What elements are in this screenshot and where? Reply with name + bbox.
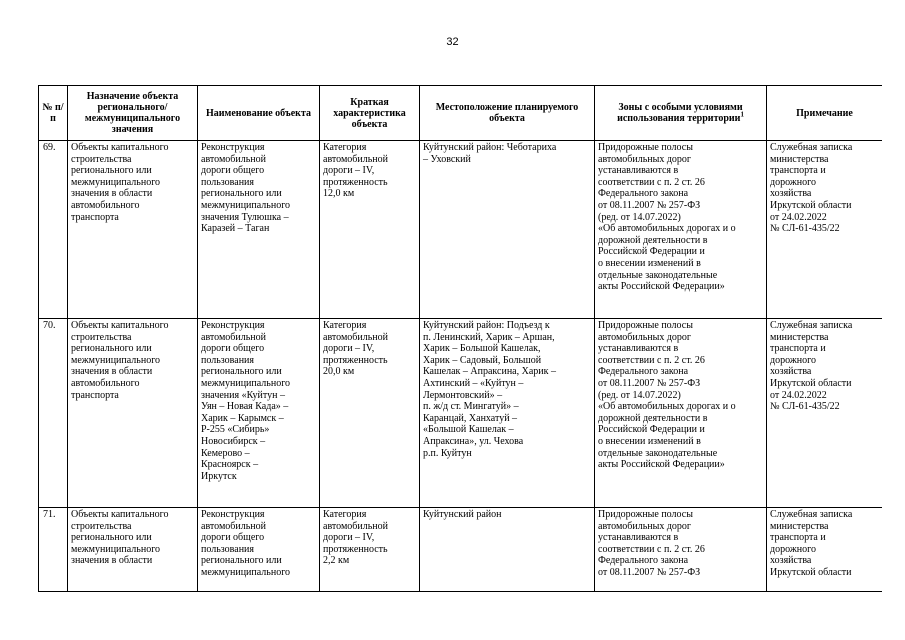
cell-location <box>420 319 595 508</box>
cell-num <box>39 508 68 592</box>
object-note: Служебная записка министерства транспорта и дорожного хозяйства Иркутской области от 24.02.2022 № СЛ-61-435/22 <box>770 320 853 413</box>
header-brief: Краткая характеристика объекта <box>320 86 420 141</box>
cell-zones <box>595 141 767 319</box>
object-purpose: Объекты капитального строительства регионального или межмуниципального значения в области автомобильного транспорта <box>71 142 169 223</box>
table-container <box>38 85 882 593</box>
cell-note <box>767 141 883 319</box>
object-note: Служебная записка министерства транспорта и дорожного хозяйства Иркутской области <box>770 509 853 578</box>
object-location: Куйтунский район: Чеботариха – Уховский <box>423 142 557 165</box>
header-name: Наименование объекта <box>198 86 320 141</box>
header-purpose: Назначение объекта регионального/ межмуниципального значения <box>68 86 198 141</box>
header-num: № п/п <box>39 86 68 141</box>
object-name: Реконструкция автомобильной дороги общего пользования регионального или межмуниципального <box>201 509 291 578</box>
cell-brief <box>320 508 420 592</box>
object-brief: Категория автомобильной дороги – IV, протяженность 12,0 км <box>323 142 388 200</box>
row-number: 69. <box>43 142 56 153</box>
cell-purpose <box>68 319 198 508</box>
header-location: Местоположение планируемого объекта <box>420 86 595 141</box>
header-row <box>39 86 883 141</box>
table-row <box>39 319 883 508</box>
cell-location <box>420 141 595 319</box>
object-note: Служебная записка министерства транспорта и дорожного хозяйства Иркутской области от 24.02.2022 № СЛ-61-435/22 <box>770 142 853 235</box>
cell-zones <box>595 508 767 592</box>
cell-brief <box>320 141 420 319</box>
header-note: Примечание <box>767 86 883 141</box>
cell-name <box>198 141 320 319</box>
cell-num <box>39 141 68 319</box>
header-zones <box>595 86 767 141</box>
object-name: Реконструкция автомобильной дороги общего пользования регионального или межмуниципального значения Тулюшка – Каразей – Таган <box>201 142 291 235</box>
object-zones: Придорожные полосы автомобильных дорог устанавливаются в соответствии с п. 2 ст. 26 Федерального закона от 08.11.2007 № 257-ФЗ (ред. от 14.07.2022) «Об автомобильных дорогах и о дорожной деятельности в Российской Федерации и о внесении изменений в отдельные законодательные акты Российской Федерации» <box>598 142 736 293</box>
object-brief: Категория автомобильной дороги – IV, протяженность 2,2 км <box>323 509 388 567</box>
cell-location <box>420 508 595 592</box>
row-number: 70. <box>43 320 56 331</box>
object-name: Реконструкция автомобильной дороги общего пользования регионального или межмуниципального значения «Куйтун – Уян – Новая Када» – Харик – Карымск – Р-255 «Сибирь» Новосибирск – Кемерово – Красноярск – Иркутск <box>201 320 291 482</box>
page-number: 32 <box>446 36 459 48</box>
cell-note <box>767 319 883 508</box>
table-row <box>39 508 883 592</box>
table-row <box>39 141 883 319</box>
cell-purpose <box>68 508 198 592</box>
header-zones-text: Зоны с особыми условиями использования территории <box>617 102 743 124</box>
object-zones: Придорожные полосы автомобильных дорог устанавливаются в соответствии с п. 2 ст. 26 Федерального закона от 08.11.2007 № 257-ФЗ <box>598 509 705 578</box>
object-brief: Категория автомобильной дороги – IV, протяженность 20,0 км <box>323 320 388 378</box>
header-zones-footnote: 1 <box>740 110 744 119</box>
planning-table <box>38 85 882 592</box>
object-zones: Придорожные полосы автомобильных дорог устанавливаются в соответствии с п. 2 ст. 26 Федерального закона от 08.11.2007 № 257-ФЗ (ред. от 14.07.2022) «Об автомобильных дорогах и о дорожной деятельности в Российской Федерации и о внесении изменений в отдельные законодательные акты Российской Федерации» <box>598 320 736 471</box>
object-purpose: Объекты капитального строительства регионального или межмуниципального значения в области <box>71 509 169 567</box>
object-location: Куйтунский район: Подъезд к п. Ленинский, Харик – Аршан, Харик – Большой Кашелак, Харик – Садовый, Большой Кашелак – Апраксина, Харик – Ахтинский – «Куйтун – Лермонтовский» – п. ж/д ст. Мингатуй» – Каранцай, Ханхатуй – «Большой Кашелак – Апраксина», ул. Чехова р.п. Куйтун <box>423 320 556 459</box>
cell-purpose <box>68 141 198 319</box>
cell-note <box>767 508 883 592</box>
cell-zones <box>595 319 767 508</box>
cell-brief <box>320 319 420 508</box>
cell-name <box>198 319 320 508</box>
cell-num <box>39 319 68 508</box>
object-purpose: Объекты капитального строительства регионального или межмуниципального значения в области автомобильного транспорта <box>71 320 169 401</box>
cell-name <box>198 508 320 592</box>
object-location: Куйтунский район <box>423 509 502 520</box>
row-number: 71. <box>43 509 56 520</box>
